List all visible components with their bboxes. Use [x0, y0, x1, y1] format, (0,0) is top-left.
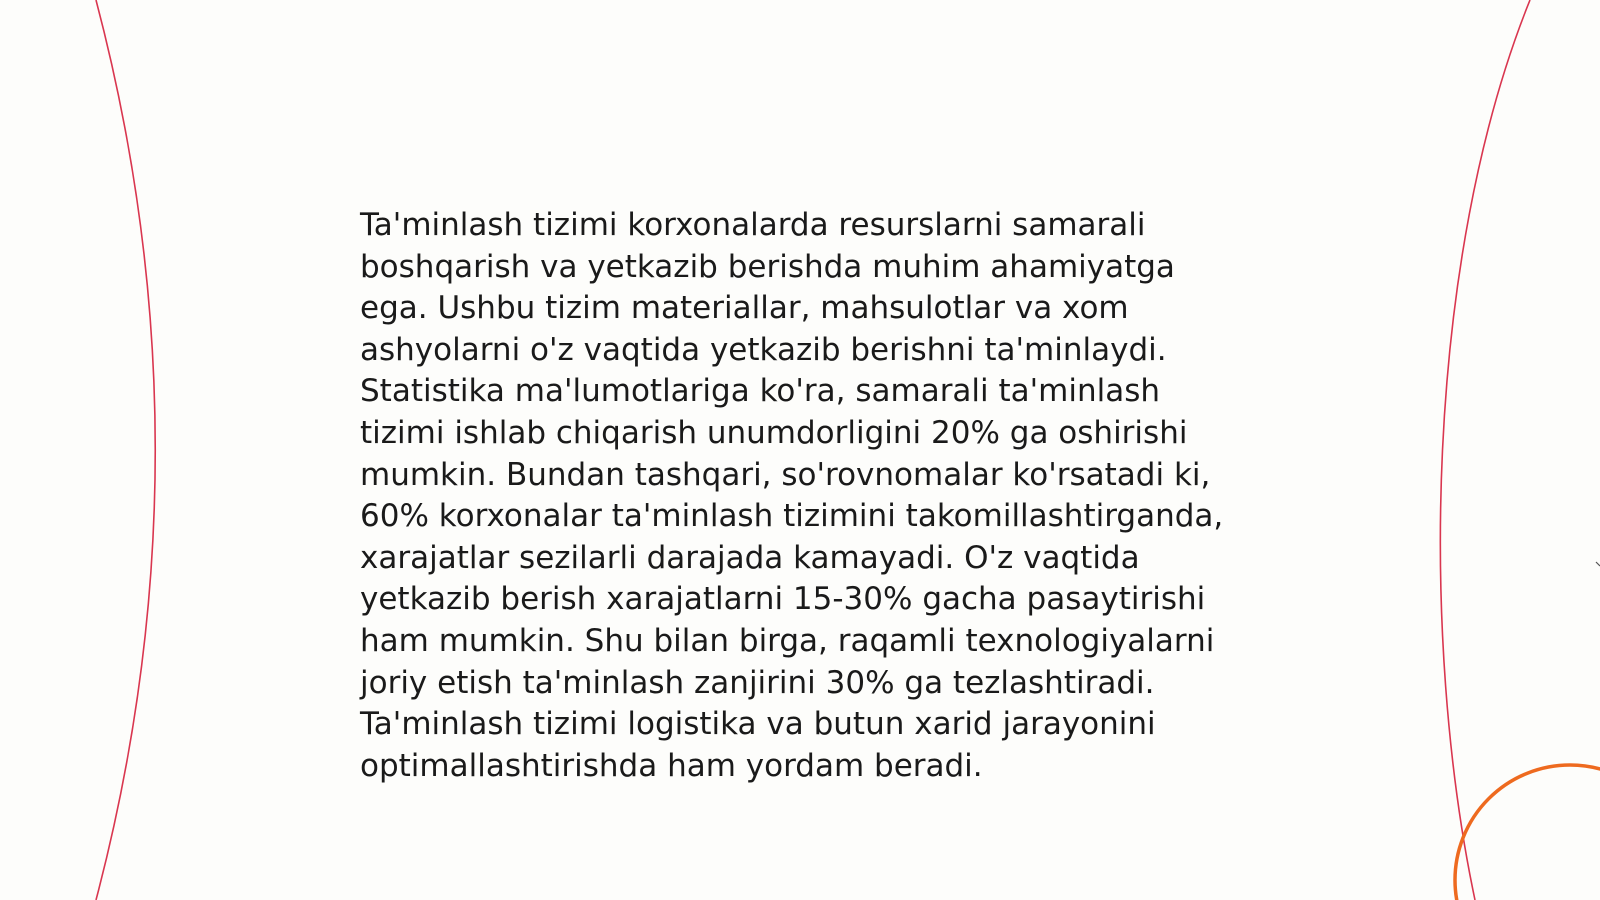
right-arc-line [1440, 0, 1530, 900]
small-mark [1596, 562, 1600, 566]
slide-body-text: Ta'minlash tizimi korxonalarda resurslarni samarali boshqarish va yetkazib berishda muhim ahamiyatga ega. Ushbu tizim materiallar, mahsulotlar va xom ashyolarni o'z vaqtida yetkazib berishni ta'minlaydi. Statistika ma'lumotlariga ko'ra, samarali ta'minlash tizimi ishlab chiqarish unumdorligini 20% ga oshirishi mumkin. Bundan tashqari, so'rovnomalar ko'rsatadi ki, 60% korxonalar ta'minlash tizimini takomillashtirganda, xarajatlar sezilarli darajada kamayadi. O'z vaqtida yetkazib berish xarajatlarni 15-30% gacha pasaytirishi ham mumkin. Shu bilan birga, raqamli texnologiyalarni joriy etish ta'minlash zanjirini 30% ga tezlashtiradi. Ta'minlash tizimi logistika va butun xarid jarayonini optimallashtirishda ham yordam beradi. [360, 207, 1224, 784]
left-arc-line [96, 0, 155, 900]
orange-circle-outline [1455, 765, 1600, 900]
